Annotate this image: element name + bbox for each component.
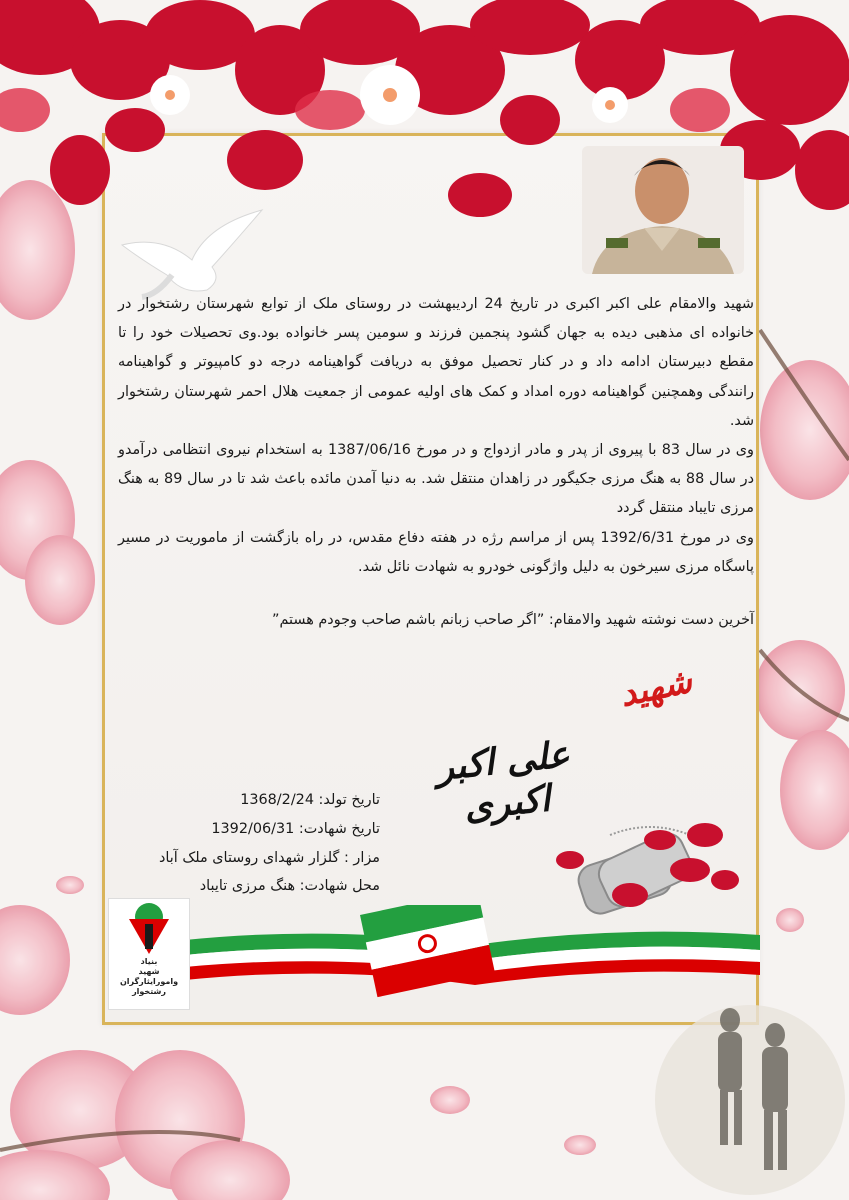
logo-line: وامورایثارگران	[119, 977, 179, 986]
logo-line: بنیاد	[140, 957, 158, 966]
martyr-name-calligraphy: علی اکبر اکبری	[434, 733, 572, 829]
dog-tags-icon	[540, 815, 750, 915]
birth-date: تاریخ تولد: 1368/2/24	[240, 792, 380, 808]
foundation-logo	[108, 898, 190, 1010]
logo-line: رشتخوار	[132, 987, 166, 996]
martyrdom-place: محل شهادت: هنگ مرزی تایباد	[199, 878, 380, 895]
logo-emblem-icon	[109, 899, 189, 959]
title-word: شهید	[616, 660, 696, 716]
martyr-photo	[582, 146, 744, 274]
martyrdom-date: تاریخ شهادت: 1392/06/31	[211, 820, 380, 837]
logo-line: شهید	[138, 967, 160, 976]
bio-paragraph: وی در مورخ 1392/6/31 پس از مراسم رژه در هفته دفاع مقدس، در راه بازگشت از ماموریت در مسیر پاسگاه مرزی سیرخون به دلیل واژگونی خودرو به شهادت نائل شد.	[118, 529, 754, 575]
bio-paragraph: وی در سال 83 با پیروی از پدر و مادر ازدواج و در مورخ 1387/06/16 به استخدام نیروی انتظامی درآمدو در سال 88 به هنگ مرزی جکیگور در زاهدان منتقل شد. به دنیا آمدن مائده باعث شد تا در سال 89 به هنگ مرزی تایباد منتقل گردد	[118, 442, 755, 517]
last-note-quote: آخرین دست نوشته شهید والامقام: ”اگر صاحب زبانم باشم صاحب وجودم هستم”	[272, 612, 754, 628]
biography-text	[118, 290, 754, 582]
grave-location: مزار : گلزار شهدای روستای ملک آباد	[159, 849, 380, 866]
dove-icon	[112, 205, 272, 300]
soldiers-illustration	[640, 990, 849, 1200]
bio-paragraph: شهید والامقام علی اکبر اکبری در تاریخ 24 اردیبهشت در روستای ملک از توابع شهرستان رشتخوار در خانواده ای مذهبی دیده به جهان گشود پنجمین فرزند و سومین پسر خانواده بود.وی تحصیلات خود را تا مقطع دبیرستان ادامه داد و در کنار تحصیل موفق به دریافت گواهینامه درجه دو کامپیوتر و گواهینامه رانندگی وهمچنین گواهینامه دوره امداد و کمک های اولیه عمومی از جمعیت هلال احمر شهرستان رشتخوار شد.	[118, 296, 754, 429]
details-block	[159, 786, 380, 901]
